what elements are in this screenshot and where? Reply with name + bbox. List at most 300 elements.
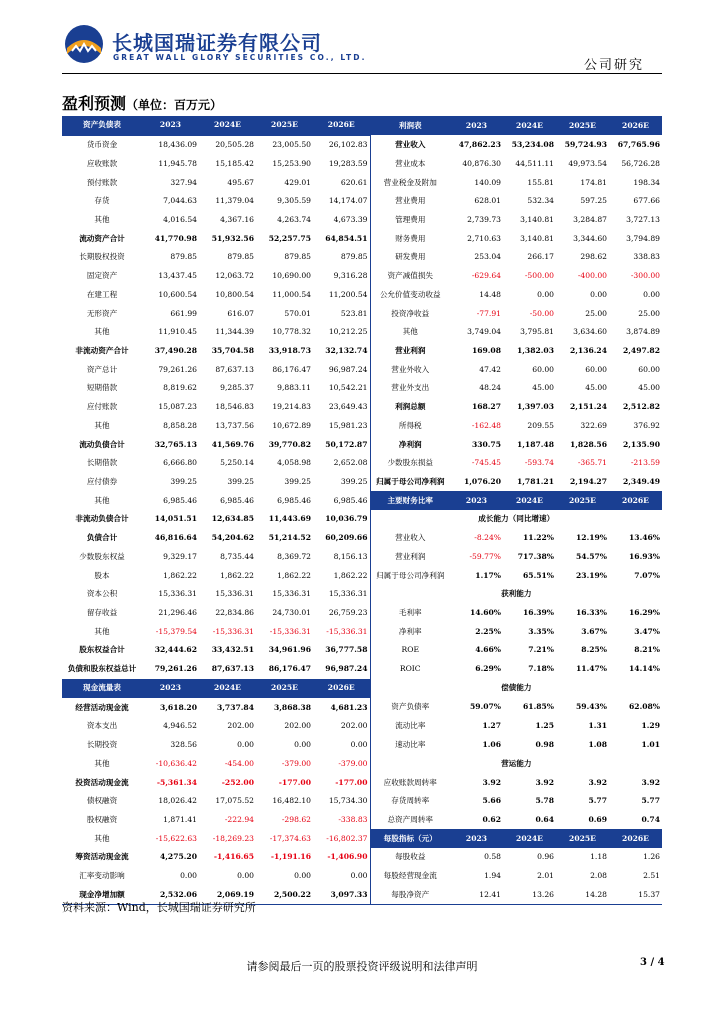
table-row <box>62 641 662 660</box>
cell-value: -379.00 <box>281 758 311 768</box>
cell-value: 87,637.13 <box>215 364 254 374</box>
cell-value: 60.00 <box>585 364 607 374</box>
cell-value: 79,261.26 <box>158 364 197 374</box>
cell-value: 17,075.52 <box>215 796 254 806</box>
cell-value: 2.01 <box>537 871 554 881</box>
cell-value: 64,854.51 <box>313 229 370 248</box>
cell-value: -15,336.31 <box>269 626 311 636</box>
row-label: 营业利润 <box>395 551 426 561</box>
cell-value: 2,135.90 <box>623 439 660 449</box>
year-header: 2023 <box>142 679 199 698</box>
row-label: 筹资活动现金流 <box>75 852 129 862</box>
cell-value: -16,802.37 <box>313 829 370 848</box>
cell-value: 33,432.51 <box>211 645 254 655</box>
cell-value: 51,214.52 <box>268 533 311 543</box>
cell-value: 3.92 <box>482 777 501 787</box>
cell-value: 9,285.37 <box>220 383 254 393</box>
table-row <box>62 398 662 417</box>
cell-value: 8,369.72 <box>277 551 311 561</box>
table-row <box>62 116 662 135</box>
cell-value: 879.85 <box>227 252 254 262</box>
row-label: 预付账款 <box>86 177 118 187</box>
row-label: 每股净资产 <box>370 885 450 904</box>
cell-value: 10,672.89 <box>272 420 311 430</box>
cell-value: 0.58 <box>484 852 501 862</box>
cell-value: 13.46% <box>629 533 660 543</box>
year-header: 2026E <box>609 491 662 510</box>
table-row <box>62 848 662 867</box>
row-label: 其他 <box>94 833 110 843</box>
cell-value: 3.67% <box>581 626 607 636</box>
cell-value: 11.47% <box>576 664 607 674</box>
cell-value: 11,379.04 <box>215 196 254 206</box>
table-row <box>62 135 662 154</box>
cell-value: 15,336.31 <box>158 589 197 599</box>
cell-value: 15,253.90 <box>272 158 311 168</box>
table-row <box>62 417 662 436</box>
cell-value: 661.99 <box>170 308 197 318</box>
section-header: 现金流量表 <box>62 679 142 698</box>
cell-value: 3,097.33 <box>313 885 370 904</box>
cell-value: 61.85% <box>523 702 554 712</box>
cell-value: 25.00 <box>585 308 607 318</box>
cell-value: 45.00 <box>585 383 607 393</box>
table-row <box>62 248 662 267</box>
cell-value: 330.75 <box>471 439 501 449</box>
cell-value: -379.00 <box>313 754 370 773</box>
cell-value: -338.83 <box>313 811 370 830</box>
year-header: 2023 <box>450 829 503 848</box>
cell-value: 5.77 <box>641 796 660 806</box>
row-label: 存货 <box>94 196 110 206</box>
row-label: 其他 <box>94 495 110 505</box>
cell-value: 14,051.51 <box>154 514 197 524</box>
cell-value: 253.04 <box>474 252 501 262</box>
row-label: 长期股权投资 <box>79 252 125 262</box>
row-label: 流动资产合计 <box>79 233 125 243</box>
cell-value: -365.71 <box>577 458 607 468</box>
cell-value: 328.56 <box>170 740 197 750</box>
table-row <box>62 829 662 848</box>
cell-value: 0.64 <box>535 814 554 824</box>
row-label: 其他 <box>94 327 110 337</box>
cell-value: -300.00 <box>630 271 660 281</box>
row-label: 债权融资 <box>86 796 118 806</box>
cell-value: 14.14% <box>629 664 660 674</box>
year-header: 2025E <box>556 491 609 510</box>
table-row <box>62 698 662 717</box>
row-label: 其他 <box>94 758 110 768</box>
cell-value: -629.64 <box>471 271 501 281</box>
cell-value: -1,191.16 <box>270 852 311 862</box>
page-header <box>0 0 724 78</box>
cell-value: 879.85 <box>313 248 370 267</box>
table-row <box>62 267 662 286</box>
cell-value: 495.67 <box>227 177 254 187</box>
row-label: 少数股东权益 <box>79 551 125 561</box>
cell-value: 5.66 <box>482 796 501 806</box>
cell-value: 1.25 <box>535 721 554 731</box>
cell-value: 16.33% <box>576 608 607 618</box>
cell-value: 0.69 <box>588 814 607 824</box>
table-row <box>62 211 662 230</box>
cell-value: 1.29 <box>641 721 660 731</box>
cell-value: -18,269.23 <box>212 833 254 843</box>
cell-value: 399.25 <box>170 477 197 487</box>
row-label: 资本支出 <box>86 721 118 731</box>
row-label: 净利率 <box>398 626 422 636</box>
cell-value: 15,734.30 <box>313 792 370 811</box>
cell-value: 54.57% <box>576 551 607 561</box>
cell-value: 0.74 <box>641 814 660 824</box>
cell-value: 3,284.87 <box>573 214 607 224</box>
table-row <box>62 491 662 510</box>
cell-value: -17,374.63 <box>269 833 311 843</box>
cell-value: 1,382.03 <box>517 345 554 355</box>
cell-value: 53,234.08 <box>511 139 554 149</box>
row-label: 公允价值变动收益 <box>379 289 441 299</box>
cell-value: 2.08 <box>590 871 607 881</box>
row-label: 其他 <box>402 327 418 337</box>
cell-value: -1,416.65 <box>213 852 254 862</box>
cell-value: 11,443.69 <box>268 514 311 524</box>
cell-value: 3.47% <box>634 626 660 636</box>
company-name-cn: 长城国瑞证券有限公司 <box>112 31 322 55</box>
cell-value: 4,946.52 <box>163 721 197 731</box>
cell-value: 10,542.21 <box>313 379 370 398</box>
cell-value: 2,194.27 <box>570 477 607 487</box>
cell-value: 23,005.50 <box>272 140 311 150</box>
cell-value: 7,044.63 <box>163 196 197 206</box>
cell-value: -298.62 <box>281 814 311 824</box>
cell-value: 4,681.23 <box>313 698 370 717</box>
cell-value: 2.51 <box>643 871 660 881</box>
cell-value: 20,505.28 <box>215 140 254 150</box>
cell-value: 18,026.42 <box>158 796 197 806</box>
row-label: 每股收益 <box>395 852 426 862</box>
cell-value: 39,770.82 <box>268 439 311 449</box>
cell-value: 399.25 <box>284 477 311 487</box>
row-label: 应收账款 <box>86 158 118 168</box>
cell-value: 3,737.84 <box>217 702 254 712</box>
cell-value: 155.81 <box>527 177 554 187</box>
cell-value: 620.61 <box>313 173 370 192</box>
row-label: 股东权益合计 <box>79 645 125 655</box>
row-label: 其他 <box>94 214 110 224</box>
table-row <box>62 379 662 398</box>
cell-value: 1,828.56 <box>570 439 607 449</box>
year-header: 2023 <box>450 116 503 135</box>
cell-value: 597.25 <box>580 196 607 206</box>
year-header: 2025E <box>556 116 609 135</box>
page-number: 3 / 4 <box>640 957 665 968</box>
cell-value: 5,250.14 <box>220 458 254 468</box>
cell-value: -162.48 <box>471 420 501 430</box>
row-label: 货币资金 <box>86 140 118 150</box>
cell-value: -177.00 <box>313 773 370 792</box>
cell-value: 2,136.24 <box>570 345 607 355</box>
table-row <box>62 285 662 304</box>
row-label: 留存收益 <box>86 608 118 618</box>
cell-value: 62.08% <box>629 702 660 712</box>
cell-value: 429.01 <box>284 177 311 187</box>
cell-value: 10,036.79 <box>313 510 370 529</box>
year-header: 2024E <box>199 116 256 135</box>
cell-value: 54,204.62 <box>211 533 254 543</box>
cell-value: 46,816.64 <box>154 533 197 543</box>
cell-value: 25.00 <box>638 308 660 318</box>
row-label: 营业收入 <box>395 139 426 149</box>
cell-value: 2,500.22 <box>256 885 313 904</box>
cell-value: 47.42 <box>479 364 501 374</box>
row-label: 长期借款 <box>86 458 118 468</box>
table-row <box>62 585 662 604</box>
table-row <box>62 192 662 211</box>
cell-value: 48.24 <box>479 383 501 393</box>
row-label: 净利润 <box>398 439 422 449</box>
row-label: 流动比率 <box>395 721 426 731</box>
cell-value: 338.83 <box>633 252 660 262</box>
cell-value: 60.00 <box>638 364 660 374</box>
year-header: 2024E <box>199 679 256 698</box>
cell-value: 2,532.06 <box>142 885 199 904</box>
cell-value: 1,862.22 <box>277 570 311 580</box>
table-row <box>62 510 662 529</box>
cell-value: 11,200.54 <box>313 285 370 304</box>
table-row <box>62 473 662 492</box>
cell-value: 3,749.04 <box>467 327 501 337</box>
cell-value: 399.25 <box>313 473 370 492</box>
cell-value: 1,862.22 <box>220 570 254 580</box>
cell-value: 168.27 <box>471 402 501 412</box>
table-row <box>62 717 662 736</box>
cell-value: 15,981.23 <box>313 417 370 436</box>
cell-value: 11,910.45 <box>158 327 197 337</box>
cell-value: 8,858.28 <box>163 420 197 430</box>
cell-value: 21,296.46 <box>158 608 197 618</box>
row-label: 速动比率 <box>395 740 426 750</box>
cell-value: 1.94 <box>484 871 501 881</box>
row-label: 应收账款周转率 <box>383 777 437 787</box>
cell-value: 14.60% <box>470 608 501 618</box>
table-row <box>62 342 662 361</box>
cell-value: 9,329.17 <box>163 551 197 561</box>
row-label: 汇率变动影响 <box>79 871 125 881</box>
cell-value: 3,140.81 <box>520 233 554 243</box>
cell-value: -15,379.54 <box>155 626 197 636</box>
row-label: 固定资产 <box>86 271 118 281</box>
row-label: 研发费用 <box>395 252 426 262</box>
cell-value: -454.00 <box>224 758 254 768</box>
cell-value: 1.27 <box>482 721 501 731</box>
cell-value: -8.24% <box>474 533 501 543</box>
row-label: 营业利润 <box>395 345 426 355</box>
cell-value: 45.00 <box>638 383 660 393</box>
cell-value: 1.31 <box>588 721 607 731</box>
year-header: 2026E <box>313 116 370 135</box>
cell-value: 3,344.60 <box>573 233 607 243</box>
cell-value: 65.51% <box>523 570 554 580</box>
table-row <box>62 622 662 641</box>
cell-value: 10,800.54 <box>215 289 254 299</box>
cell-value: 3.92 <box>588 777 607 787</box>
row-label: 长期投资 <box>86 740 118 750</box>
cell-value: 11.22% <box>523 533 554 543</box>
cell-value: 26,759.23 <box>313 604 370 623</box>
table-row <box>62 229 662 248</box>
cell-value: 10,600.54 <box>158 289 197 299</box>
cell-value: 8,735.44 <box>220 551 254 561</box>
cell-value: -59.77% <box>469 551 501 561</box>
table-row <box>62 529 662 548</box>
cell-value: 23.19% <box>576 570 607 580</box>
cell-value: -400.00 <box>577 271 607 281</box>
cell-value: -15,336.31 <box>212 626 254 636</box>
profit-forecast-table <box>62 116 662 905</box>
cell-value: -593.74 <box>524 458 554 468</box>
cell-value: 86,176.47 <box>272 364 311 374</box>
cell-value: 8.21% <box>634 645 660 655</box>
table-row <box>62 566 662 585</box>
cell-value: 19,214.83 <box>272 402 311 412</box>
cell-value: 15.37 <box>609 885 662 904</box>
cell-value: 6,985.46 <box>277 495 311 505</box>
cell-value: 0.62 <box>482 814 501 824</box>
cell-value: 60.00 <box>532 364 554 374</box>
cell-value: 4.66% <box>475 645 501 655</box>
cell-value: 3,794.89 <box>626 233 660 243</box>
cell-value: 0.96 <box>537 852 554 862</box>
source-note: 资料来源：Wind，长城国瑞证券研究所 <box>62 901 256 914</box>
row-label: 归属于母公司净利润 <box>376 477 445 487</box>
row-label: 股本 <box>94 570 110 580</box>
row-label: 管理费用 <box>395 214 426 224</box>
cell-value: 3,795.81 <box>520 327 554 337</box>
cell-value: 0.00 <box>294 871 311 881</box>
cell-value: 202.00 <box>227 721 254 731</box>
cell-value: 1,397.03 <box>517 402 554 412</box>
cell-value: 33,918.73 <box>268 345 311 355</box>
row-label: 短期借款 <box>86 383 118 393</box>
cell-value: -10,636.42 <box>155 758 197 768</box>
cell-value: 23,649.43 <box>313 398 370 417</box>
table-row <box>62 679 662 698</box>
row-label: 每股经营现金流 <box>383 871 437 881</box>
row-label: 营业费用 <box>395 196 426 206</box>
cell-value: -252.00 <box>221 777 254 787</box>
cell-value: 7.18% <box>528 664 554 674</box>
row-label: 营业外支出 <box>391 383 430 393</box>
table-row <box>62 604 662 623</box>
cell-value: 44,511.11 <box>515 158 554 168</box>
cell-value: 7.07% <box>634 570 660 580</box>
footer-disclaimer: 请参阅最后一页的股票投资评级说明和法律声明 <box>246 960 478 973</box>
cell-value: 3,874.89 <box>626 327 660 337</box>
cell-value: 1,781.21 <box>517 477 554 487</box>
cell-value: 52,257.75 <box>268 233 311 243</box>
row-label: 其他 <box>94 626 110 636</box>
cell-value: 6,985.46 <box>220 495 254 505</box>
section-label: 公司研究 <box>583 58 644 73</box>
cell-value: 16.29% <box>629 608 660 618</box>
row-label: 营业收入 <box>395 533 426 543</box>
cell-value: 14,174.07 <box>313 192 370 211</box>
cell-value: 26,102.83 <box>313 135 370 154</box>
table-row <box>62 867 662 886</box>
cell-value: 41,770.98 <box>154 233 197 243</box>
table-row <box>62 454 662 473</box>
row-label: 应付债券 <box>86 477 118 487</box>
table-row <box>62 811 662 830</box>
cell-value: 86,176.47 <box>268 664 311 674</box>
cell-value: 13.26 <box>503 885 556 904</box>
year-header: 2024E <box>503 491 556 510</box>
table-row <box>62 173 662 192</box>
table-row <box>62 660 662 679</box>
cell-value: 4,673.39 <box>313 211 370 230</box>
table-row <box>62 792 662 811</box>
row-label: 无形资产 <box>86 308 118 318</box>
cell-value: 60,209.66 <box>313 529 370 548</box>
row-label: 资产总计 <box>86 364 118 374</box>
cell-value: 532.34 <box>527 196 554 206</box>
year-header: 2026E <box>609 116 662 135</box>
cell-value: 24,730.01 <box>272 608 311 618</box>
row-label: ROIC <box>399 664 421 674</box>
cell-value: 616.07 <box>227 308 254 318</box>
cell-value: 1.08 <box>588 740 607 750</box>
row-label: 资产减值损失 <box>387 271 434 281</box>
cell-value: -500.00 <box>524 271 554 281</box>
cell-value: 3,868.38 <box>274 702 311 712</box>
cell-value: -1,406.90 <box>313 848 370 867</box>
cell-value: 2.25% <box>475 626 501 636</box>
cell-value: 174.81 <box>580 177 607 187</box>
cell-value: 4,058.98 <box>277 458 311 468</box>
cell-value: 523.81 <box>313 304 370 323</box>
cell-value: 59.07% <box>470 702 501 712</box>
cell-value: 32,132.74 <box>313 342 370 361</box>
row-label: 营业税金及附加 <box>383 177 437 187</box>
cell-value: 12,634.85 <box>211 514 254 524</box>
cell-value: 15,336.31 <box>272 589 311 599</box>
cell-value: 570.01 <box>284 308 311 318</box>
cell-value: 22,834.86 <box>215 608 254 618</box>
cell-value: -213.59 <box>630 458 660 468</box>
cell-value: 11,000.54 <box>272 289 311 299</box>
cell-value: 15,185.42 <box>215 158 254 168</box>
cell-value: 1,187.48 <box>517 439 554 449</box>
cell-value: 879.85 <box>170 252 197 262</box>
row-label: 在建工程 <box>86 289 118 299</box>
section-header: 每股指标（元） <box>370 829 450 848</box>
table-row <box>62 435 662 454</box>
title-unit: （单位：百万元） <box>126 98 223 112</box>
year-header: 2025E <box>556 829 609 848</box>
cell-value: 2,349.49 <box>623 477 660 487</box>
cell-value: 14.28 <box>556 885 609 904</box>
cell-value: 3.92 <box>535 777 554 787</box>
cell-value: 0.00 <box>237 740 254 750</box>
cell-value: 18,546.83 <box>215 402 254 412</box>
cell-value: 677.66 <box>633 196 660 206</box>
cell-value: 1.06 <box>482 740 501 750</box>
cell-value: 37,490.28 <box>154 345 197 355</box>
year-header: 2023 <box>450 491 503 510</box>
cell-value: 15,336.31 <box>313 585 370 604</box>
ratio-group-title: 获利能力 <box>370 585 662 604</box>
cell-value: -77.91 <box>476 308 501 318</box>
